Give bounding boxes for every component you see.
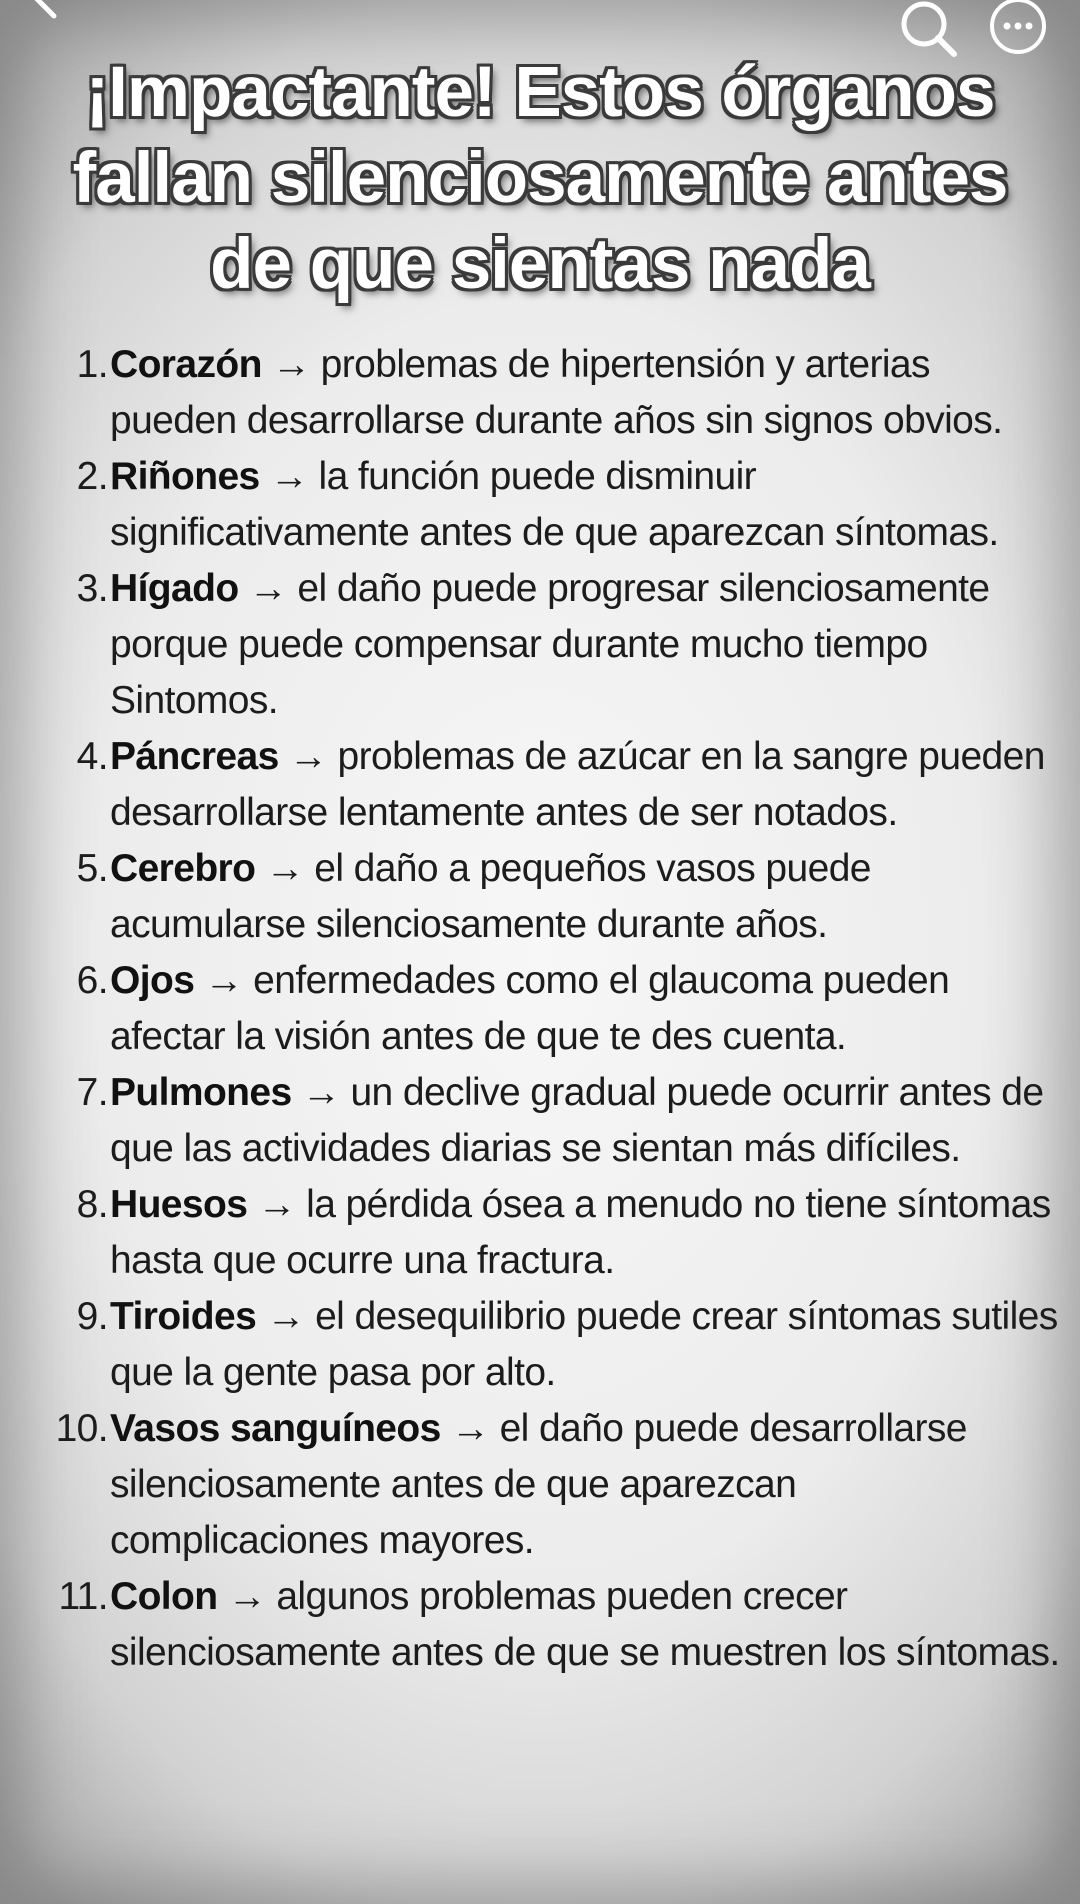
item-text [110,1177,1060,1289]
item-number: 11. [58,1575,108,1618]
list-item [40,561,1060,729]
item-number: 5. [76,847,108,890]
item-description: → el daño a pequeños vasos puede acumularse silenciosamente durante años. [110,847,871,946]
item-text [110,1569,1060,1681]
list-item [40,1177,1060,1289]
item-number: 1. [76,343,108,386]
item-text [110,1289,1060,1401]
list-item [40,1401,1060,1569]
title-line: de que sientas nada [210,225,870,304]
item-text [110,1065,1060,1177]
organ-name: Ojos [110,959,195,1002]
item-description: → el daño puede progresar silenciosamente porque puede compensar durante mucho tiempo Sintomos. [110,567,990,722]
list-item [40,841,1060,953]
item-description: → enfermedades como el glaucoma pueden afectar la visión antes de que te des cuenta. [110,959,950,1058]
organ-name: Tiroides [110,1295,257,1338]
item-description: → algunos problemas pueden crecer silenciosamente antes de que se muestren los síntomas. [110,1575,1060,1674]
item-description: → la función puede disminuir significativamente antes de que aparezcan síntomas. [110,455,999,554]
title-line: fallan silenciosamente antes [72,139,1008,218]
organ-name: Huesos [110,1183,248,1226]
item-number: 4. [76,735,108,778]
item-text [110,1401,1060,1569]
item-text [110,729,1060,841]
organ-name: Riñones [110,455,260,498]
page-title [0,50,1080,308]
item-text [110,337,1060,449]
organ-name: Hígado [110,567,239,610]
item-text [110,561,1060,729]
organ-name: Cerebro [110,847,256,890]
item-text [110,953,1060,1065]
list-item [40,1065,1060,1177]
organ-name: Páncreas [110,735,279,778]
item-number: 10. [55,1407,108,1450]
back-arrow-icon[interactable] [30,0,70,28]
item-description: → el desequilibrio puede crear síntomas sutiles que la gente pasa por alto. [110,1295,1058,1394]
list-item [40,729,1060,841]
item-number: 3. [76,567,108,610]
item-number: 8. [76,1183,108,1226]
item-description: → problemas de hipertensión y arterias pueden desarrollarse durante años sin signos obvios. [110,343,1003,442]
item-number: 7. [76,1071,108,1114]
list-item [40,1289,1060,1401]
item-number: 9. [76,1295,108,1338]
item-description: → el daño puede desarrollarse silenciosamente antes de que aparezcan complicaciones mayores. [110,1407,967,1562]
item-number: 6. [76,959,108,1002]
list-item [40,953,1060,1065]
organ-name: Corazón [110,343,262,386]
item-text [110,841,1060,953]
organ-name: Pulmones [110,1071,292,1114]
item-description: → la pérdida ósea a menudo no tiene síntomas hasta que ocurre una fractura. [110,1183,1051,1282]
item-description: → un declive gradual puede ocurrir antes de que las actividades diarias se sientan más difíciles. [110,1071,1044,1170]
list-item [40,449,1060,561]
item-description: → problemas de azúcar en la sangre pueden desarrollarse lentamente antes de ser notados. [110,735,1045,834]
organ-name: Vasos sanguíneos [110,1407,441,1450]
list-item [40,1569,1060,1681]
organ-list [40,337,1060,1681]
organ-name: Colon [110,1575,218,1618]
list-item [40,337,1060,449]
title-line: ¡Impactante! Estos órganos [85,53,995,132]
item-number: 2. [76,455,108,498]
item-text [110,449,1060,561]
